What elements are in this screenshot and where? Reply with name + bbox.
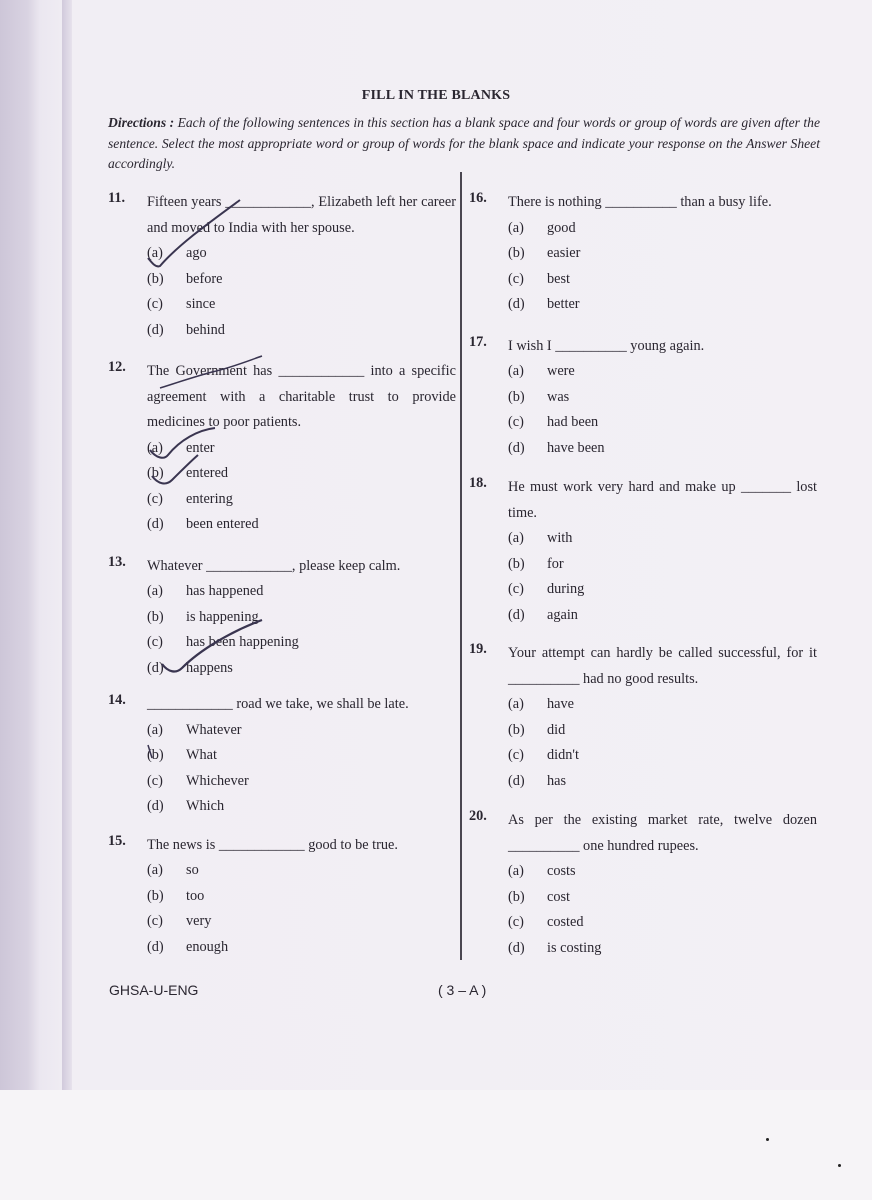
option-label: (c): [508, 270, 524, 287]
option-label: (b): [147, 747, 164, 763]
option-label: (b): [147, 608, 164, 625]
answer-option: [147, 769, 456, 795]
option-text: cost: [547, 888, 571, 905]
option-text: costed: [547, 914, 584, 930]
answer-option: [147, 794, 456, 820]
question-18: [469, 475, 817, 628]
answer-option: [147, 630, 456, 656]
question-number: 18.: [469, 475, 487, 491]
answer-option: [147, 241, 456, 267]
option-label: (d): [508, 439, 525, 456]
answer-option: [508, 769, 817, 795]
answer-option: [508, 577, 817, 603]
answer-option: [147, 267, 456, 293]
option-label: (b): [147, 887, 164, 904]
question-16: [469, 190, 817, 318]
right-question-column: [469, 190, 817, 961]
left-question-column: [108, 190, 456, 960]
option-label: (b): [147, 465, 164, 481]
option-label: (a): [508, 696, 524, 712]
question-19: [469, 641, 817, 794]
question-text: The Government has ____________ into a specific agreement with a charitable trust to provide medicines to poor patients.: [147, 363, 456, 430]
option-label: (c): [147, 634, 163, 650]
question-text: He must work very hard and make up _______ lost time.: [508, 479, 817, 521]
option-label: (d): [147, 659, 164, 676]
option-text: Whichever: [186, 772, 249, 789]
question-14: [108, 692, 456, 820]
option-label: (a): [508, 363, 524, 379]
option-label: (a): [147, 583, 163, 599]
answer-option: [508, 241, 817, 267]
option-text: is costing: [547, 939, 602, 956]
question-text: ____________ road we take, we shall be late.: [147, 696, 409, 712]
option-text: had been: [547, 414, 599, 430]
question-text: The news is ____________ good to be true.: [147, 836, 398, 853]
option-text: easier: [547, 245, 581, 261]
scan-speck: [838, 1164, 841, 1167]
option-label: (b): [508, 555, 525, 572]
answer-option: [147, 935, 456, 961]
answer-option: [508, 603, 817, 629]
question-number: 20.: [469, 808, 487, 824]
option-text: Whatever: [186, 721, 242, 738]
option-label: (b): [508, 888, 525, 905]
option-text: entered: [186, 465, 229, 481]
answer-option: [147, 461, 456, 487]
option-label: (d): [147, 516, 164, 532]
option-text: did: [547, 721, 566, 738]
question-text: There is nothing __________ than a busy life.: [508, 194, 772, 210]
answer-option: [147, 318, 456, 344]
answer-option: [147, 436, 456, 462]
question-number: 12.: [108, 359, 126, 375]
option-label: (d): [508, 772, 525, 789]
option-text: happens: [186, 659, 233, 676]
option-label: (c): [147, 772, 163, 789]
question-text: I wish I __________ young again.: [508, 337, 705, 354]
option-label: (d): [508, 606, 525, 623]
option-text: Which: [186, 798, 225, 814]
answer-option: [508, 359, 817, 385]
answer-option: [147, 718, 456, 744]
question-15: [108, 833, 456, 961]
option-label: (c): [147, 296, 163, 312]
answer-option: [508, 885, 817, 911]
option-text: is happening: [186, 608, 259, 625]
answer-option: [147, 656, 456, 682]
question-number: 16.: [469, 190, 487, 206]
option-text: entering: [186, 490, 233, 507]
option-text: What: [186, 747, 217, 763]
option-label: (a): [147, 862, 163, 878]
option-label: (b): [147, 270, 164, 287]
option-text: too: [186, 887, 205, 904]
answer-option: [147, 909, 456, 935]
option-label: (d): [147, 938, 164, 955]
option-text: didn't: [547, 747, 579, 763]
answer-option: [508, 936, 817, 962]
option-text: has happened: [186, 583, 264, 599]
question-number: 15.: [108, 832, 126, 849]
question-12: [108, 359, 456, 538]
option-label: (c): [147, 490, 163, 507]
option-label: (b): [508, 245, 525, 261]
question-text: Fifteen years ____________, Elizabeth left her career and moved to India with her spouse.: [147, 194, 456, 236]
question-number: 14.: [108, 692, 126, 708]
answer-option: [147, 743, 456, 769]
option-label: (a): [147, 721, 163, 738]
option-label: (a): [508, 219, 524, 236]
option-label: (b): [508, 388, 525, 405]
answer-option: [147, 579, 456, 605]
option-label: (c): [508, 914, 524, 930]
option-label: (a): [147, 439, 163, 456]
option-label: (c): [508, 747, 524, 763]
answer-option: [508, 385, 817, 411]
option-text: have been: [547, 439, 605, 456]
option-text: before: [186, 270, 223, 287]
option-text: enough: [186, 938, 229, 955]
answer-option: [508, 410, 817, 436]
answer-option: [508, 292, 817, 318]
option-text: enter: [186, 439, 215, 456]
answer-option: [508, 743, 817, 769]
question-number: 19.: [469, 641, 487, 657]
answer-option: [508, 859, 817, 885]
option-text: with: [547, 530, 573, 546]
answer-option: [147, 858, 456, 884]
answer-option: [508, 216, 817, 242]
question-17: [469, 334, 817, 462]
question-number: 17.: [469, 333, 487, 350]
question-number: 11.: [108, 190, 126, 206]
option-text: was: [547, 388, 570, 405]
option-text: best: [547, 270, 571, 287]
answer-option: [147, 512, 456, 538]
option-text: for: [547, 555, 564, 572]
option-label: (c): [508, 581, 524, 597]
scan-speck: [766, 1138, 769, 1141]
scan-bottom-margin: [0, 1090, 872, 1200]
question-20: [469, 808, 817, 961]
option-label: (c): [147, 913, 163, 929]
question-text: Whatever ____________, please keep calm.: [147, 557, 401, 574]
option-text: better: [547, 296, 580, 312]
option-label: (a): [508, 530, 524, 546]
option-text: good: [547, 219, 576, 236]
question-13: [108, 554, 456, 682]
answer-option: [147, 292, 456, 318]
option-label: (b): [508, 721, 525, 738]
option-text: very: [186, 913, 212, 929]
option-text: again: [547, 606, 578, 623]
option-label: (d): [147, 798, 164, 814]
question-text: Your attempt can hardly be called successful, for it __________ had no good results.: [508, 645, 817, 687]
question-text: As per the existing market rate, twelve dozen __________ one hundred rupees.: [508, 812, 817, 854]
answer-option: [508, 436, 817, 462]
option-text: behind: [186, 321, 225, 338]
answer-option: [508, 267, 817, 293]
option-text: have: [547, 696, 574, 712]
option-text: since: [186, 296, 216, 312]
section-title: FILL IN THE BLANKS: [361, 88, 511, 103]
option-text: were: [547, 363, 575, 379]
answer-option: [147, 487, 456, 513]
answer-option: [147, 605, 456, 631]
question-number: 13.: [108, 553, 126, 570]
option-label: (d): [508, 939, 525, 956]
option-text: during: [547, 581, 585, 597]
option-label: (a): [147, 245, 163, 261]
column-divider: [460, 172, 462, 960]
option-label: (a): [508, 863, 524, 879]
option-text: been entered: [186, 516, 259, 532]
option-label: (c): [508, 414, 524, 430]
option-label: (d): [508, 296, 525, 312]
answer-option: [508, 552, 817, 578]
page-shadow-strip: [62, 0, 72, 1090]
option-label: (d): [147, 321, 164, 338]
directions-text: Each of the following sentences in this section has a blank space and four words or group of words are given after the sentence. Select the most appropriate word or group of words for the blank space and indicate your response on the Answer Sheet accordingly.: [108, 115, 820, 171]
directions-label: Directions :: [108, 115, 175, 130]
page-number: ( 3 – A ): [438, 982, 487, 998]
answer-option: [508, 718, 817, 744]
option-text: ago: [186, 245, 207, 261]
directions: [108, 113, 820, 175]
paper-code: GHSA-U-ENG: [109, 982, 199, 998]
answer-option: [147, 884, 456, 910]
option-text: costs: [547, 863, 576, 879]
option-text: has been happening: [186, 634, 299, 650]
option-text: has: [547, 772, 567, 789]
answer-option: [508, 526, 817, 552]
option-text: so: [186, 862, 199, 878]
question-11: [108, 190, 456, 343]
answer-option: [508, 910, 817, 936]
answer-option: [508, 692, 817, 718]
